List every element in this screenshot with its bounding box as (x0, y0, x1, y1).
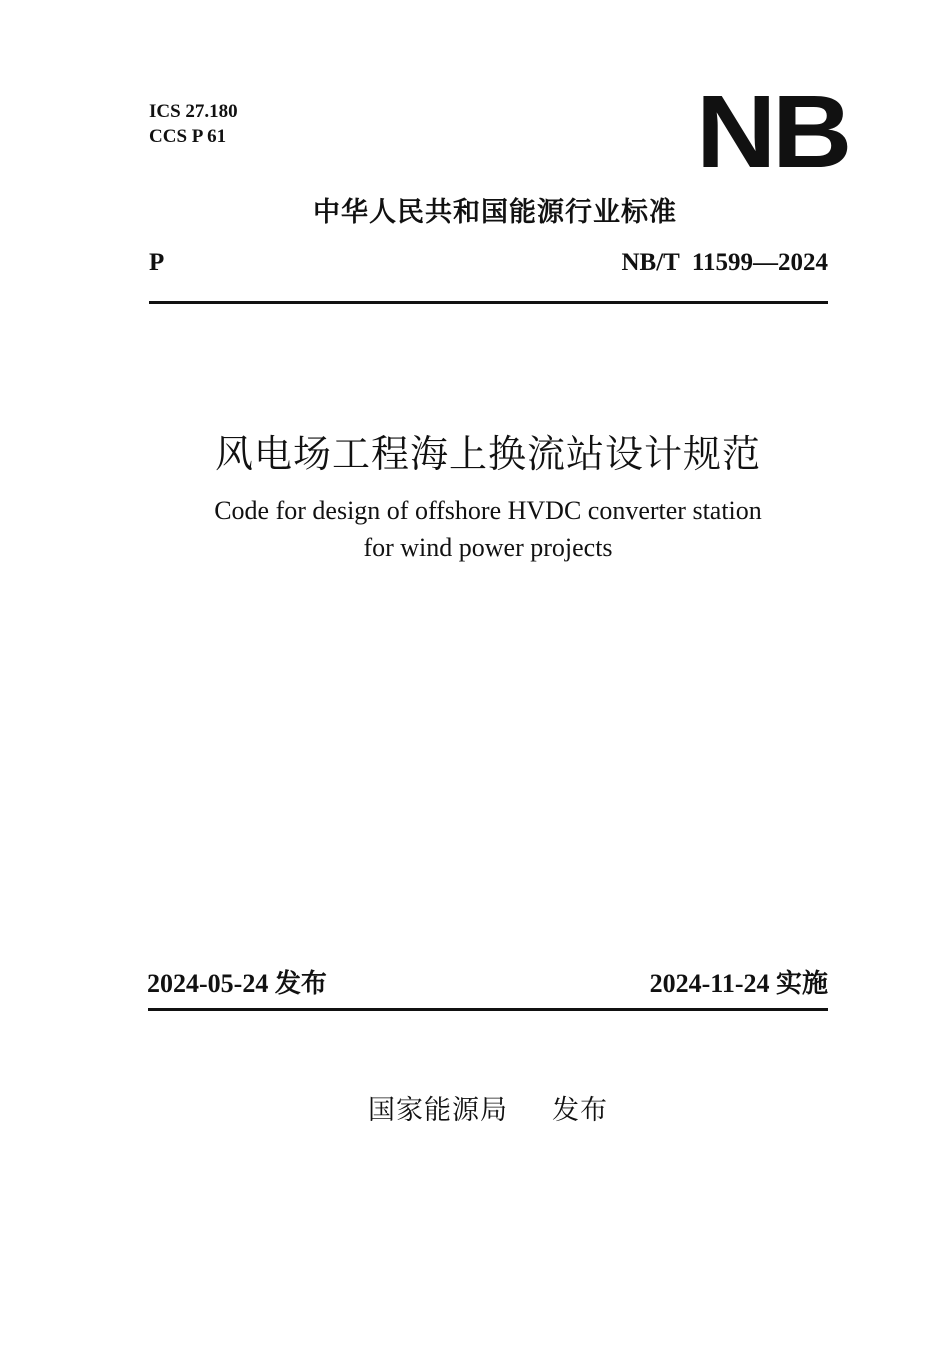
effective-date: 2024-11-24 (649, 969, 770, 998)
industry-standard-title: 中华人民共和国能源行业标准 (313, 197, 677, 228)
effective-date-block (650, 963, 828, 1000)
nb-logo: NB (696, 74, 849, 189)
top-divider (149, 301, 828, 304)
bottom-divider (148, 1008, 828, 1011)
publish-date-block (147, 963, 327, 1000)
issuer-name: 国家能源局 (368, 1095, 508, 1126)
english-title (0, 492, 950, 566)
classification-codes (149, 99, 238, 149)
ccs-code: CCS P 61 (149, 126, 227, 147)
issue-label: 发布 (552, 1095, 608, 1126)
classification-letter: P (149, 249, 165, 276)
publisher-line (368, 1088, 608, 1127)
publish-label: 发布 (274, 969, 327, 999)
chinese-title: 风电场工程海上换流站设计规范 (214, 432, 761, 476)
standard-number: NB/T 11599—2024 (621, 249, 828, 276)
effective-label: 实施 (775, 969, 828, 999)
english-title-line-2: for wind power projects (363, 533, 613, 562)
english-title-line-1: Code for design of offshore HVDC converter station (214, 496, 762, 525)
ics-code: ICS 27.180 (149, 101, 238, 122)
publish-date: 2024-05-24 (147, 969, 269, 998)
